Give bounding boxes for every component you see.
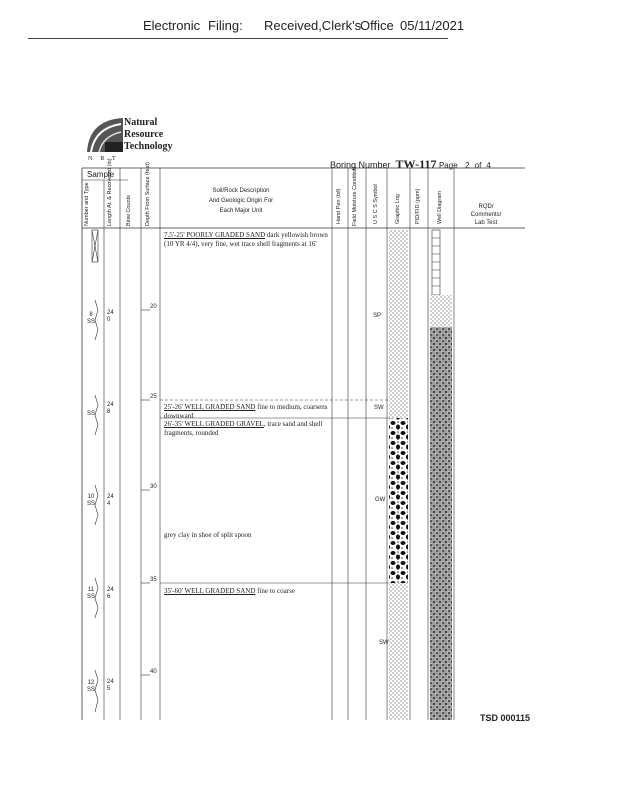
recovery bbox=[107, 587, 114, 601]
col-uscs: U S C S Symbol bbox=[373, 184, 379, 224]
sample-number: 11 bbox=[87, 587, 95, 593]
page-label: Page bbox=[438, 161, 458, 170]
sample-type: SS bbox=[86, 319, 95, 325]
col-graphic-log: Graphic Log bbox=[395, 194, 401, 224]
col-hand-pen: Hand Pen (tsf) bbox=[336, 188, 342, 224]
recovered-value: 0 bbox=[107, 317, 111, 323]
header-filing: Filing: bbox=[208, 18, 243, 33]
rqd-line-1: RQD/ bbox=[478, 204, 494, 210]
of-label: of bbox=[474, 161, 482, 170]
page-total: 4 bbox=[486, 161, 491, 170]
col-blow-counts: Blow Counts bbox=[126, 195, 132, 226]
desc-header-line-3: Each Major Unit bbox=[219, 208, 263, 214]
sample-type: SS bbox=[86, 687, 95, 693]
uscs-symbol: GW bbox=[375, 497, 386, 503]
col-well-diagram: Well Diagram bbox=[437, 191, 443, 224]
desc-header-line-2: And Geologic Origin For bbox=[208, 198, 274, 204]
stratum-note: grey clay in shoe of split spoon bbox=[164, 531, 252, 539]
col-depth: Depth From Surface (feet) bbox=[145, 162, 151, 226]
logo-initials: NRT bbox=[88, 156, 124, 162]
col-field-moisture: Field Moisture Condition bbox=[352, 166, 358, 226]
header-office: Office bbox=[360, 18, 394, 33]
stratum-description bbox=[164, 587, 334, 596]
sample-number: 12 bbox=[87, 680, 95, 686]
sample-id bbox=[84, 680, 98, 694]
stratum-detail: dark yellowish brown (10 YR 4/4), very fine, wet trace shell fragments at 16' bbox=[164, 231, 328, 248]
col-number-type: Number and Type bbox=[84, 182, 90, 226]
depth-label: 20 bbox=[150, 304, 157, 310]
length-value: 24 bbox=[107, 494, 114, 500]
recovered-value: 6 bbox=[107, 594, 111, 600]
recovered-value: 5 bbox=[107, 686, 111, 692]
bates-number: TSD 000115 bbox=[480, 713, 531, 723]
header-date: 05/11/2021 bbox=[400, 18, 465, 33]
sample-id bbox=[84, 587, 98, 601]
header-received: Received,Clerk's bbox=[264, 18, 362, 33]
logo-line-1: Natural bbox=[124, 117, 158, 128]
recovered-value: 8 bbox=[107, 409, 111, 415]
sample-type: SS bbox=[86, 594, 95, 600]
depth-label: 30 bbox=[150, 484, 157, 490]
stratum-title: 25'-26' WELL GRADED SAND bbox=[164, 403, 256, 411]
page-number: 2 bbox=[465, 161, 470, 170]
length-value: 24 bbox=[107, 587, 114, 593]
stratum-description bbox=[164, 403, 334, 421]
length-value: 24 bbox=[107, 402, 114, 408]
stratum-description bbox=[164, 231, 334, 249]
depth-label: 25 bbox=[150, 394, 157, 400]
col-rqd-comments bbox=[466, 203, 506, 227]
boring-label: Boring Number bbox=[330, 160, 391, 170]
recovery bbox=[107, 494, 114, 508]
rqd-line-2: Comments/ bbox=[470, 212, 502, 218]
recovery bbox=[107, 310, 114, 324]
stratum-detail: fine to medium, coarsens downward bbox=[164, 403, 328, 420]
boring-id: TW-117 bbox=[395, 157, 437, 171]
stratum-detail: fine to coarse bbox=[255, 587, 295, 595]
stratum-description bbox=[164, 420, 334, 438]
col-length-recovered: Length At. & Recovered (in) bbox=[107, 158, 113, 226]
stratum-title: 7.5'-25' POORLY GRADED SAND bbox=[164, 231, 266, 239]
uscs-symbol: SP bbox=[373, 313, 382, 319]
col-description bbox=[186, 186, 296, 216]
stratum-title: 35'-60' WELL GRADED SAND bbox=[164, 587, 256, 595]
sample-id bbox=[84, 404, 98, 418]
depth-label: 40 bbox=[150, 669, 157, 675]
length-value: 24 bbox=[107, 679, 114, 685]
sample-type: SS bbox=[86, 501, 95, 507]
sample-header: Sample bbox=[87, 170, 115, 179]
sample-id bbox=[84, 312, 98, 326]
uscs-symbol: SW bbox=[379, 640, 389, 646]
desc-header-line-1: Soil/Rock Description bbox=[212, 188, 270, 194]
uscs-symbol: SW bbox=[374, 405, 384, 411]
stratum-detail: , trace sand and shell fragments, rounded bbox=[164, 420, 323, 437]
sample-number: 8 bbox=[89, 312, 93, 318]
stratum-title: 26'-35' WELL GRADED GRAVEL bbox=[164, 420, 264, 428]
logo-line-2: Resource bbox=[124, 129, 164, 140]
sample-id bbox=[84, 494, 98, 508]
logo-line-3: Technology bbox=[124, 141, 173, 152]
recovered-value: 4 bbox=[107, 501, 111, 507]
recovery bbox=[107, 679, 114, 693]
depth-label: 35 bbox=[150, 577, 157, 583]
rqd-line-3: Lab Test bbox=[474, 220, 498, 226]
sample-type: SS bbox=[86, 411, 95, 417]
sample-number: 10 bbox=[87, 494, 95, 500]
header-electronic: Electronic bbox=[143, 18, 201, 33]
recovery bbox=[107, 402, 114, 416]
length-value: 24 bbox=[107, 310, 114, 316]
col-pid: PID/FID (ppm) bbox=[415, 188, 421, 224]
